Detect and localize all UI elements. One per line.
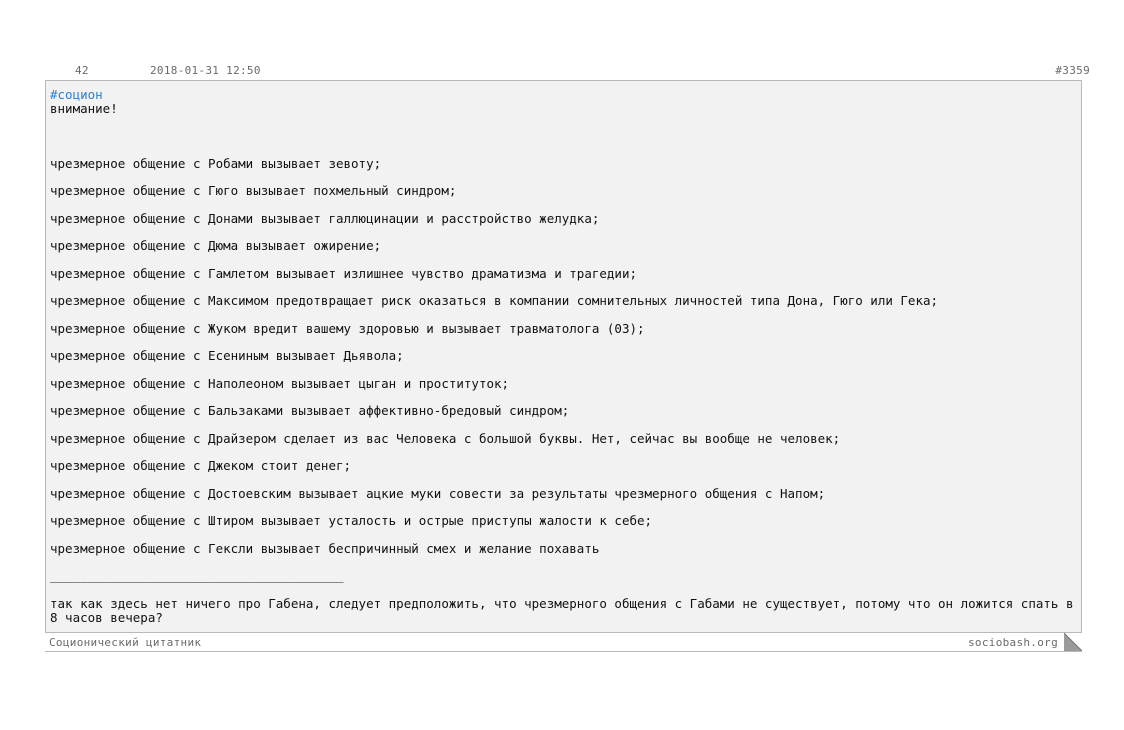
quote-line: чрезмерное общение с Робами вызывает зевоту; xyxy=(50,155,382,171)
quote-line: чрезмерное общение с Донами вызывает галлюцинации и расстройство желудка; xyxy=(50,210,600,226)
quote-lines xyxy=(50,157,1077,556)
quote-line: чрезмерное общение с Есениным вызывает Дьявола; xyxy=(50,348,404,363)
quote-card xyxy=(45,61,1091,652)
site-link[interactable]: sociobash.org xyxy=(968,636,1058,649)
quote-line: чрезмерное общение с Наполеоном вызывает цыган и проституток; xyxy=(50,375,510,391)
quote-line: чрезмерное общение с Достоевским вызывает ацкие муки совести за результаты чрезмерного общения с Напом; xyxy=(50,485,826,501)
quote-line: чрезмерное общение с Дюма вызывает ожирение; xyxy=(50,238,382,253)
quote-meta xyxy=(45,61,1091,79)
quote-line: чрезмерное общение с Джеком стоит денег; xyxy=(50,458,352,473)
quote-conclusion: так как здесь нет ничего про Габена, следует предположить, что чрезмерного общения с Габами не существует, потому что он ложится спать в 8 часов вечера? xyxy=(50,595,1074,625)
quote-line: чрезмерное общение с Бальзаками вызывает аффективно-бредовый синдром; xyxy=(50,403,570,418)
quote-body xyxy=(45,80,1082,633)
quote-line: чрезмерное общение с Гексли вызывает беспричинный смех и желание похавать xyxy=(50,540,600,556)
quote-separator: _______________________________________ xyxy=(50,568,344,583)
quote-intro: внимание! xyxy=(50,101,118,116)
page-curl-icon xyxy=(1064,633,1082,651)
quote-rating: 42 xyxy=(75,64,89,77)
quote-line: чрезмерное общение с Максимом предотвращает риск оказаться в компании сомнительных личностей типа Дона, Гюго или Гека; xyxy=(50,293,939,308)
quote-line: чрезмерное общение с Штиром вызывает усталость и острые приступы жалости к себе; xyxy=(50,513,653,528)
quote-id[interactable]: #3359 xyxy=(1055,64,1090,77)
quote-footer xyxy=(45,633,1082,652)
quote-line: чрезмерное общение с Гюго вызывает похмельный синдром; xyxy=(50,183,457,198)
hashtag-link[interactable]: #социон xyxy=(50,87,103,102)
site-caption: Соционический цитатник xyxy=(49,636,202,649)
quote-date: 2018-01-31 12:50 xyxy=(150,64,261,77)
quote-line: чрезмерное общение с Жуком вредит вашему здоровью и вызывает травматолога (03); xyxy=(50,320,645,336)
quote-line: чрезмерное общение с Драйзером сделает из вас Человека с большой буквы. Нет, сейчас вы вообще не человек; xyxy=(50,430,841,446)
quote-line: чрезмерное общение с Гамлетом вызывает излишнее чувство драматизма и трагедии; xyxy=(50,265,637,281)
